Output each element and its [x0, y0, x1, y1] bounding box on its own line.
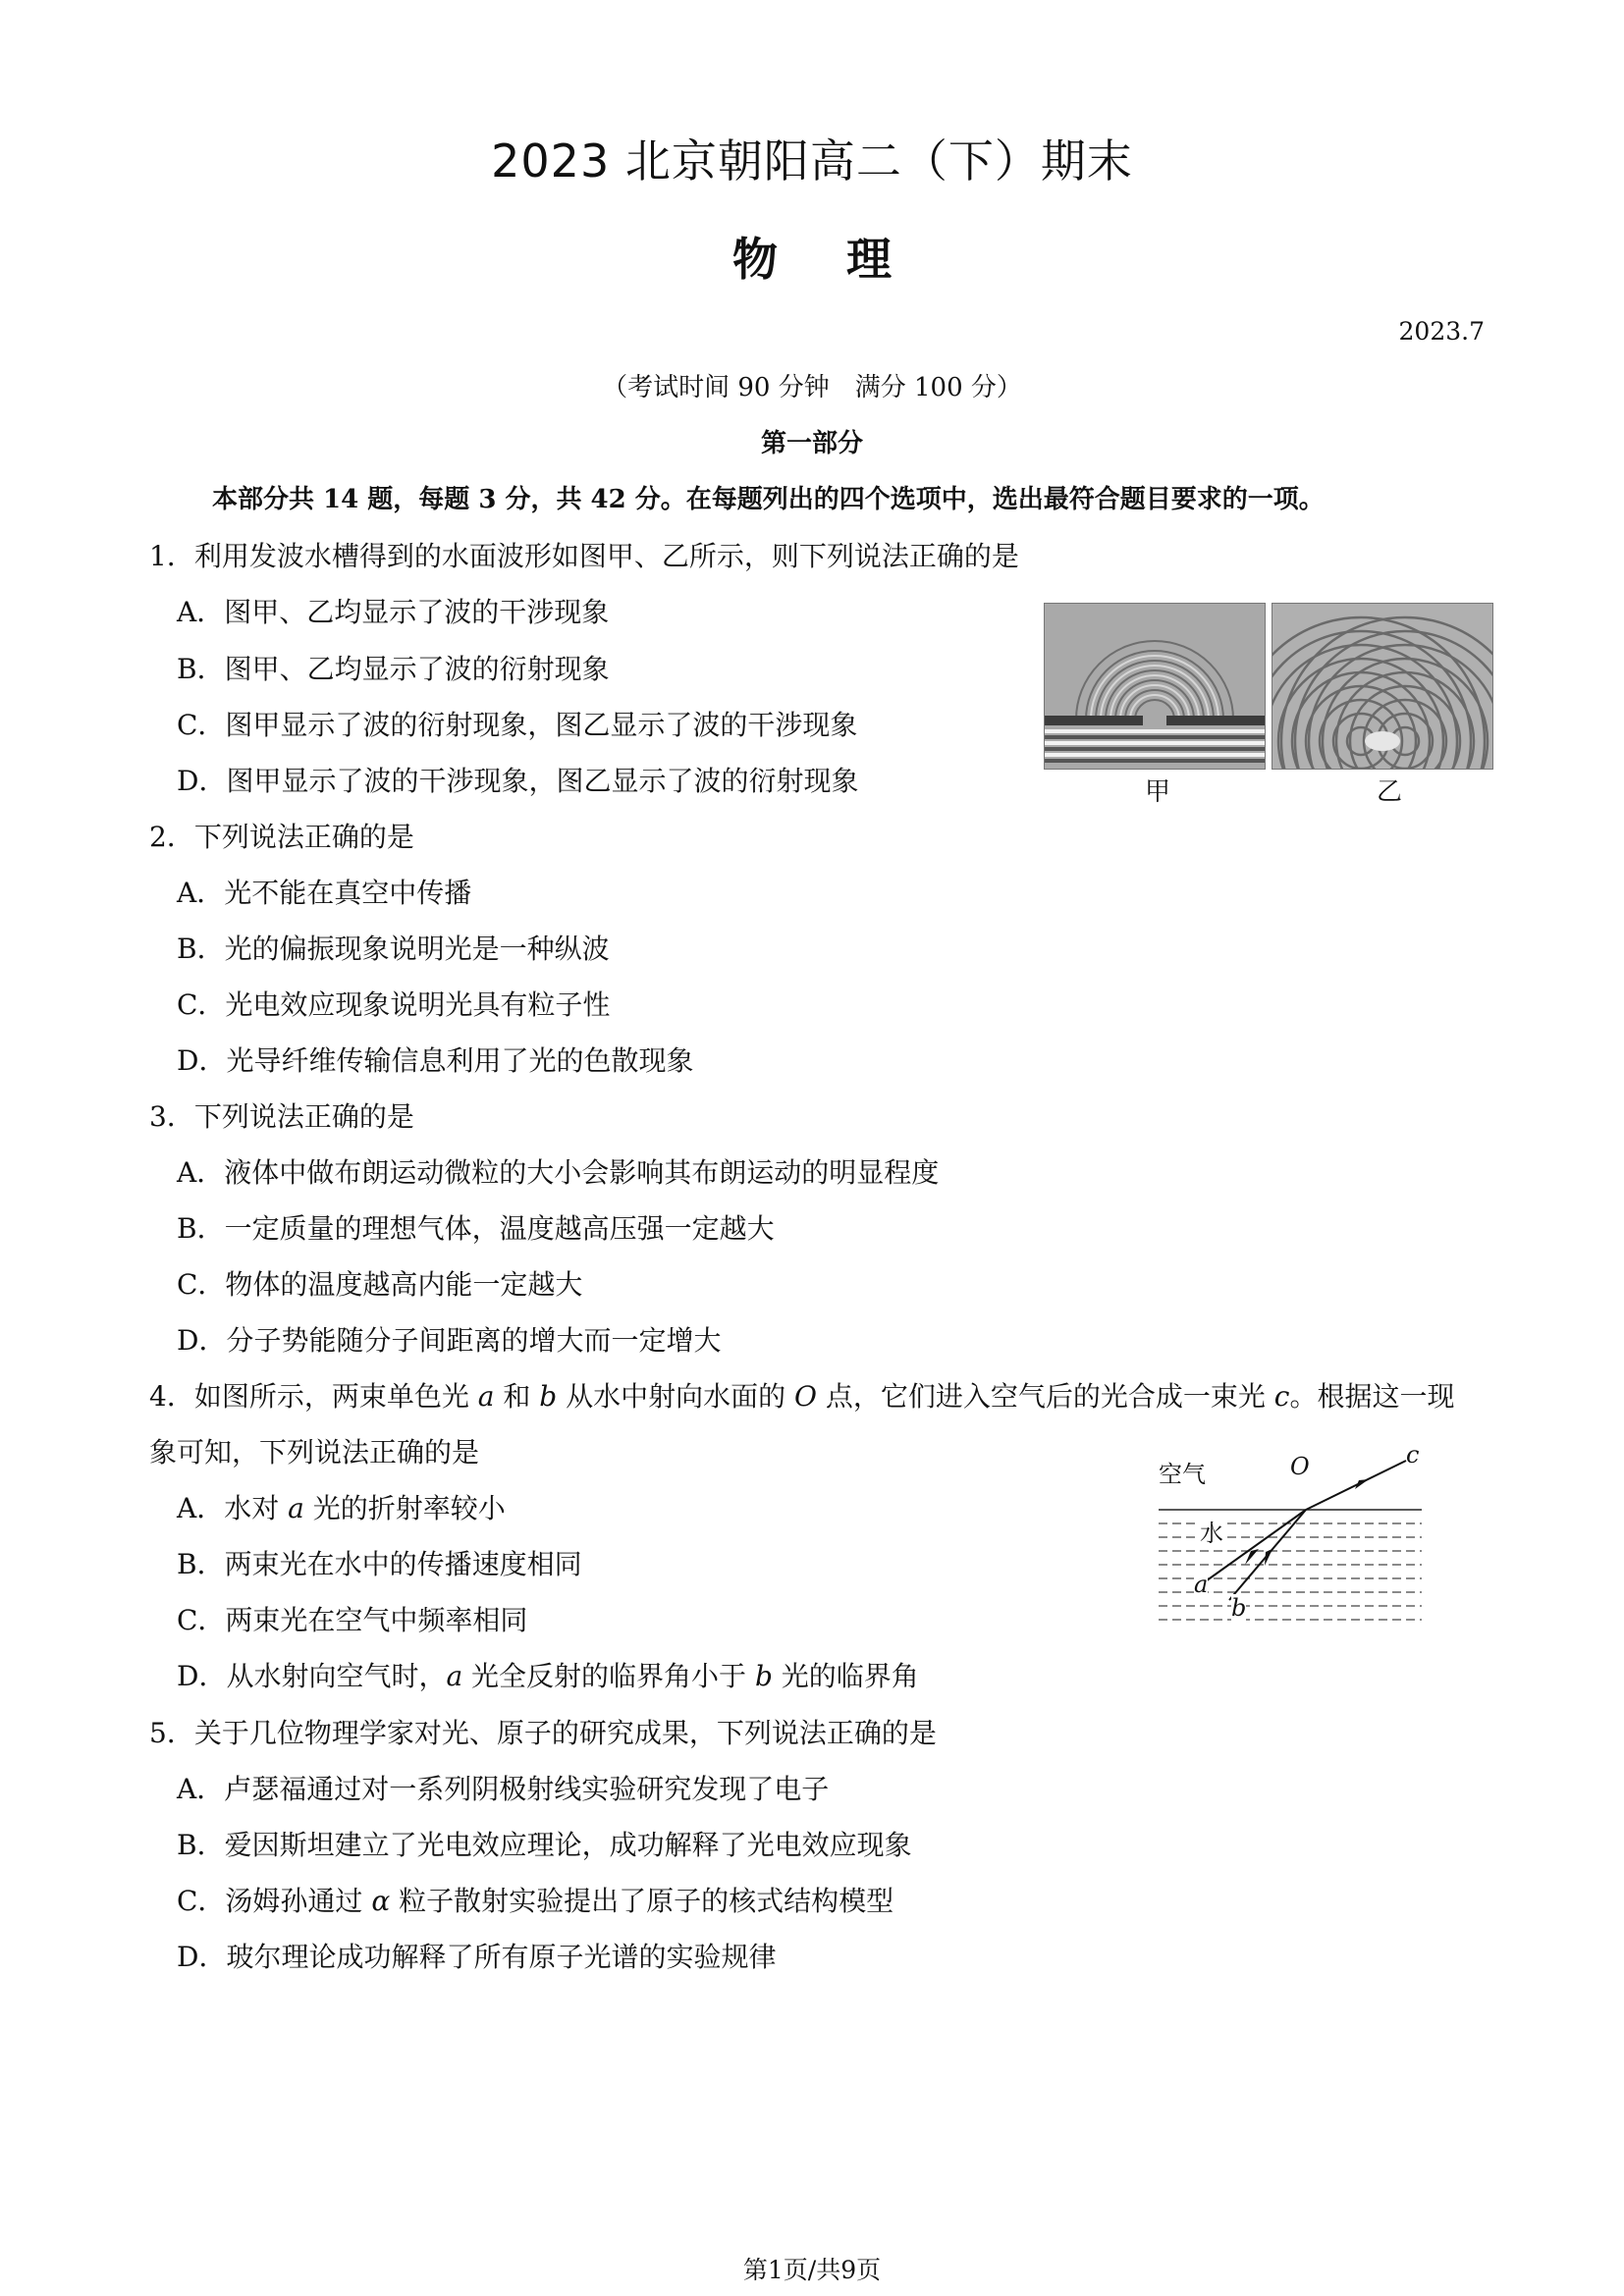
option-text: A．水对 [177, 1492, 289, 1524]
option-text: 粒子散射实验提出了原子的核式结构模型 [390, 1885, 894, 1917]
option-var-a: a [288, 1492, 304, 1524]
q4-stem-text: 点，它们进入空气后的光合成一束光 [816, 1380, 1274, 1413]
question-3-stem: 3．下列说法正确的是 [149, 1100, 414, 1133]
question-5-option-a: A．卢瑟福通过对一系列阴极射线实验研究发现了电子 [177, 1773, 830, 1805]
question-4-option-d [177, 1655, 919, 1694]
question-1-stem: 1．利用发波水槽得到的水面波形如图甲、乙所示，则下列说法正确的是 [149, 540, 1019, 572]
question-3-option-c: C．物体的温度越高内能一定越大 [177, 1268, 583, 1301]
subject-title: 物理 [732, 233, 960, 286]
question-1-option-b: B．图甲、乙均显示了波的衍射现象 [177, 653, 610, 685]
q4-var-c: c [1273, 1380, 1290, 1413]
question-5-option-d: D．玻尔理论成功解释了所有原子光谱的实验规律 [177, 1941, 777, 1973]
part-instruction: 本部分共 14 题，每题 3 分，共 42 分。在每题列出的四个选项中，选出最符合题目要求的一项。 [212, 485, 1325, 514]
label-point-o: O [1290, 1453, 1310, 1480]
label-ray-a: a [1194, 1571, 1209, 1598]
figure-label-b: 乙 [1377, 777, 1403, 807]
question-5-option-b: B．爱因斯坦建立了光电效应理论，成功解释了光电效应现象 [177, 1829, 912, 1861]
question-3-option-d: D．分子势能随分子间距离的增大而一定增大 [177, 1324, 722, 1357]
exam-title: 2023 北京朝阳高二（下）期末 [491, 134, 1133, 187]
q4-var-a: a [477, 1380, 495, 1413]
option-var-a: a [446, 1660, 463, 1692]
question-1-option-d: D．图甲显示了波的干涉现象，图乙显示了波的衍射现象 [177, 765, 859, 797]
question-2-option-b: B．光的偏振现象说明光是一种纵波 [177, 933, 610, 965]
question-2-option-d: D．光导纤维传输信息利用了光的色散现象 [177, 1044, 694, 1077]
figure-label-a: 甲 [1145, 777, 1171, 807]
q4-var-b: b [539, 1380, 558, 1413]
q4-stem-text: 4．如图所示，两束单色光 [149, 1380, 478, 1413]
q4-stem-text: 。根据这一现 [1289, 1380, 1455, 1413]
question-3-option-a: A．液体中做布朗运动微粒的大小会影响其布朗运动的明显程度 [177, 1156, 940, 1189]
q4-stem-text: 和 [494, 1380, 540, 1413]
page-footer: 第1页/共9页 [742, 2256, 882, 2284]
question-2-option-a: A．光不能在真空中传播 [177, 877, 472, 909]
option-var-b: b [754, 1660, 773, 1692]
option-text: D．从水射向空气时， [177, 1660, 447, 1692]
question-5-option-c [177, 1880, 893, 1919]
option-text: 光的临界角 [772, 1660, 919, 1692]
option-text: 光的折射率较小 [303, 1492, 506, 1524]
question-2-option-c: C．光电效应现象说明光具有粒子性 [177, 988, 611, 1021]
q4-stem-text: 从水中射向水面的 [557, 1380, 794, 1413]
exam-info: （考试时间 90 分钟 满分 100 分） [602, 373, 1022, 402]
question-4-option-b: B．两束光在水中的传播速度相同 [177, 1548, 582, 1580]
wave-diffraction-image [1044, 603, 1266, 770]
question-2-stem: 2．下列说法正确的是 [149, 821, 414, 853]
option-text: 光全反射的临界角小于 [462, 1660, 755, 1692]
wave-interference-image [1272, 603, 1493, 770]
exam-date: 2023.7 [1398, 317, 1485, 346]
part-title: 第一部分 [760, 429, 863, 458]
refraction-diagram [1159, 1441, 1434, 1629]
label-air: 空气 [1159, 1461, 1206, 1488]
label-water: 水 [1200, 1514, 1223, 1548]
question-1-option-a: A．图甲、乙均显示了波的干涉现象 [177, 596, 610, 628]
question-3-option-b: B．一定质量的理想气体，温度越高压强一定越大 [177, 1212, 775, 1245]
question-4-stem-continued: 象可知，下列说法正确的是 [149, 1436, 480, 1468]
question-4-option-c: C．两束光在空气中频率相同 [177, 1604, 528, 1636]
option-text: C．汤姆孙通过 [177, 1885, 372, 1917]
question-4-stem [149, 1375, 1454, 1415]
label-ray-b: b [1231, 1594, 1247, 1622]
label-ray-c: c [1406, 1441, 1420, 1468]
q4-var-o: O [793, 1380, 817, 1413]
question-1-option-c: C．图甲显示了波的衍射现象，图乙显示了波的干涉现象 [177, 709, 858, 741]
question-4-option-a [177, 1487, 506, 1526]
option-var-alpha: α [371, 1885, 391, 1917]
question-5-stem: 5．关于几位物理学家对光、原子的研究成果，下列说法正确的是 [149, 1717, 937, 1749]
